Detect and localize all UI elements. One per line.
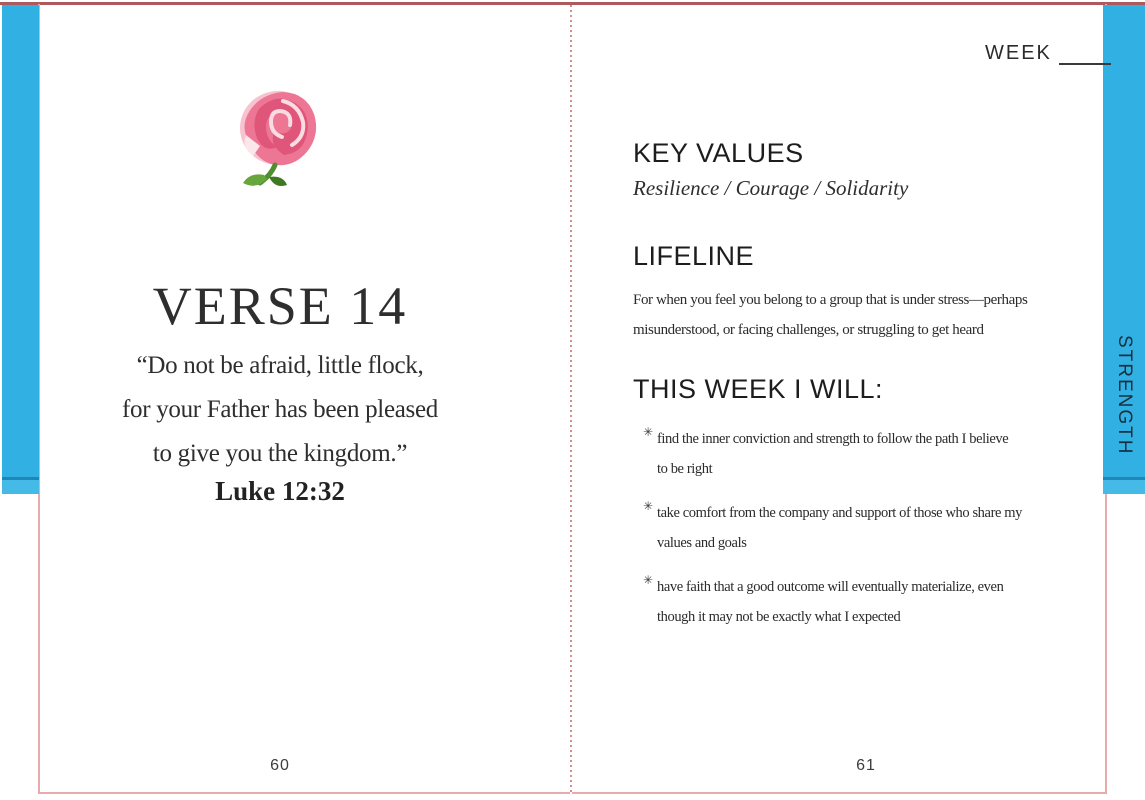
- week-blank-line: [1059, 45, 1111, 65]
- verse-quote-line-1: “Do not be afraid, little flock,: [136, 352, 424, 379]
- this-week-item: [643, 424, 1103, 484]
- asterisk-bullet-icon: ✳: [643, 499, 654, 513]
- page-number-right: 61: [856, 757, 876, 774]
- verse-reference: Luke 12:32: [215, 476, 345, 506]
- tab-label-strength: STRENGTH: [1114, 335, 1135, 456]
- key-values-text: Resilience / Courage / Solidarity: [633, 176, 909, 200]
- lifeline-body-line-1: For when you feel you belong to a group that is under stress—perhaps: [633, 292, 1028, 308]
- this-week-item-1-line-2: to be right: [657, 461, 713, 477]
- lifeline-body-line-2: misunderstood, or facing challenges, or struggling to get heard: [633, 321, 984, 338]
- verse-title: VERSE 14: [152, 276, 408, 336]
- asterisk-bullet-icon: ✳: [643, 573, 654, 587]
- week-header: [985, 42, 1111, 65]
- verse-quote-line-2: for your Father has been pleased: [122, 396, 438, 423]
- rose-icon: [230, 80, 325, 192]
- this-week-item-2-line-1: take comfort from the company and support of those who share my: [657, 505, 1022, 521]
- bottom-border: [38, 792, 1107, 794]
- week-label: WEEK: [985, 42, 1052, 64]
- spine-dashed-line: [570, 5, 572, 794]
- this-week-item-2-line-2: values and goals: [657, 535, 747, 551]
- key-values-heading: KEY VALUES: [633, 138, 804, 168]
- this-week-item-1-line-1: find the inner conviction and strength to follow the path I believe: [657, 431, 1009, 447]
- this-week-item: [643, 498, 1103, 558]
- this-week-item-3-line-2: though it may not be exactly what I expected: [657, 609, 901, 625]
- lifeline-body: [633, 286, 1027, 345]
- this-week-heading: THIS WEEK I WILL:: [633, 374, 884, 404]
- this-week-item: [643, 572, 1103, 632]
- this-week-item-3-line-1: have faith that a good outcome will eventually materialize, even: [657, 579, 1004, 595]
- top-rule: [0, 2, 1145, 5]
- verse-quote-line-3: to give you the kingdom.”: [152, 440, 408, 467]
- lifeline-heading: LIFELINE: [633, 241, 755, 271]
- asterisk-bullet-icon: ✳: [643, 425, 654, 439]
- verse-quote: [38, 344, 522, 476]
- page-number-left: 60: [270, 757, 290, 774]
